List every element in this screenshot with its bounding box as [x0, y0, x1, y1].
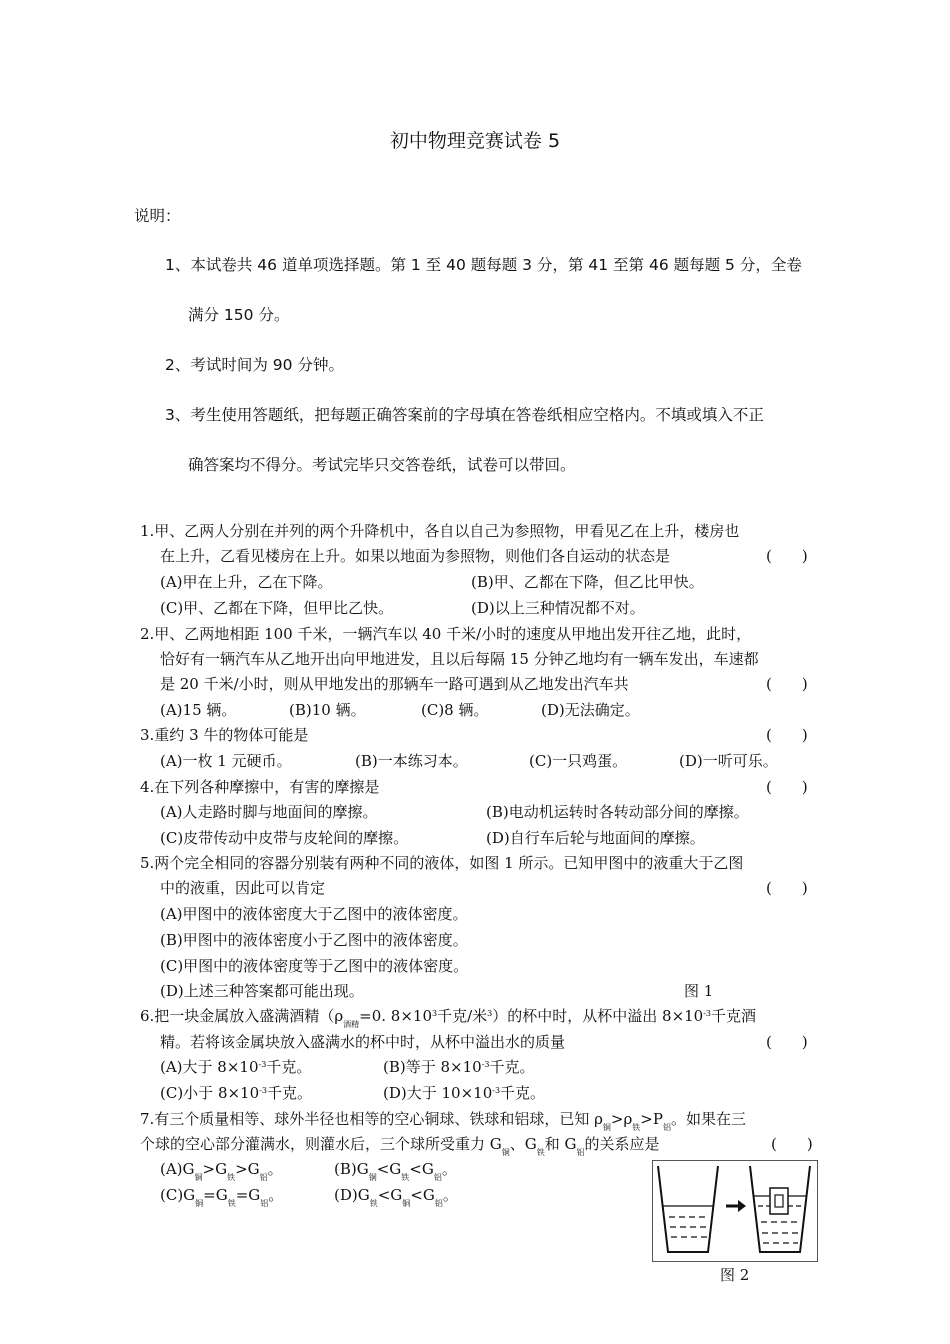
answer-blank-1: ( ) [766, 547, 808, 565]
question-6-option-a: (A)大于 $8\times 10^{-3}$千克。 [160, 1058, 312, 1076]
instruction-item-3-cont: 确答案均不得分。考试完毕只交答卷纸，试卷可以带回。 [188, 456, 576, 474]
figure-2-label: 图 2 [720, 1266, 750, 1284]
answer-blank-5: ( ) [766, 879, 808, 897]
question-3-option-b: (B)一本练习本。 [355, 752, 468, 770]
question-6-option-b: (B)等于 $8\times 10^{-3}$千克。 [383, 1058, 535, 1076]
question-7-option-a: $(A)G_铜>G_铁>G_铝$。 [160, 1160, 283, 1182]
answer-blank-7: ( ) [771, 1135, 813, 1153]
question-5-line-2: 中的液重，因此可以肯定 [160, 879, 326, 897]
question-3-option-a: (A)一枚 1 元硬币。 [160, 752, 292, 770]
cup-before [658, 1166, 718, 1252]
page-title: 初中物理竞赛试卷 5 [389, 130, 561, 152]
question-7-line-2: 个球的空心部分灌满水，则灌水后，三个球所受重力 $G_铜$、$G_铁$和 $G_铝$的关系应是 [140, 1135, 660, 1157]
instruction-item-2: 2、考试时间为 90 分钟。 [165, 356, 344, 374]
question-1-line-2: 在上升，乙看见楼房在上升。如果以地面为参照物，则他们各自运动的状态是 [160, 547, 671, 565]
question-2-option-b: (B)10 辆。 [289, 701, 366, 719]
question-1-option-a: (A)甲在上升，乙在下降。 [160, 573, 333, 591]
question-2-option-c: (C)8 辆。 [421, 701, 489, 719]
question-2-option-a: (A)15 辆。 [160, 701, 237, 719]
question-2-option-d: (D)无法确定。 [541, 701, 640, 719]
question-1-line-1: 1.甲、乙两人分别在并列的两个升降机中，各自以自己为参照物，甲看见乙在上升，楼房也 [140, 522, 740, 540]
question-3-option-c: (C)一只鸡蛋。 [529, 752, 628, 770]
question-7-option-c: $(C)G_铜=G_铁=G_铝$。 [160, 1186, 284, 1208]
question-6-option-c: (C)小于 $8\times 10^{-3}$千克。 [160, 1084, 312, 1102]
question-1-option-b: (B)甲、乙都在下降，但乙比甲快。 [471, 573, 704, 591]
answer-blank-2: ( ) [766, 675, 808, 693]
question-6-line-2: 精。若将该金属块放入盛满水的杯中时，从杯中溢出水的质量 [160, 1033, 566, 1051]
question-6-option-d: (D)大于 $10\times 10^{-3}$千克。 [383, 1084, 546, 1102]
question-4-line-1: 4.在下列各种摩擦中，有害的摩擦是 [140, 778, 380, 796]
question-2-line-2: 恰好有一辆汽车从乙地开出向甲地进发，且以后每隔 15 分钟乙地均有一辆车发出，车速都 [160, 650, 759, 668]
question-5-option-b: (B)甲图中的液体密度小于乙图中的液体密度。 [160, 931, 468, 949]
question-2-line-3: 是 20 千米/小时，则从甲地发出的那辆车一路可遇到从乙地发出汽车共 [160, 675, 629, 693]
question-7-option-b: $(B)G_铜<G_铁<G_铝$。 [334, 1160, 457, 1182]
instruction-item-3: 3、考生使用答题纸，把每题正确答案前的字母填在答卷纸相应空格内。不填或填入不正 [165, 406, 764, 424]
question-5-option-a: (A)甲图中的液体密度大于乙图中的液体密度。 [160, 905, 468, 923]
question-4-option-b: (B)电动机运转时各转动部分间的摩擦。 [486, 803, 749, 821]
cup-after [750, 1166, 810, 1252]
question-7-line-1: 7.有三个质量相等、球外半径也相等的空心铜球、铁球和铝球，已知 $\rho_铜>\rho_铁>P_铝$。如果在三 [140, 1110, 746, 1132]
arrow-icon [726, 1200, 746, 1212]
question-4-option-d: (D)自行车后轮与地面间的摩擦。 [486, 829, 705, 847]
question-6-line-1: 6.把一块金属放入盛满酒精（$\rho_{酒精}=0$. $8\times 10^3$千克/米$^3$）的杯中时，从杯中溢出 $8\times 10^{-3}$千克酒 [140, 1007, 757, 1029]
question-3-option-d: (D)一听可乐。 [679, 752, 778, 770]
instruction-item-1: 1、本试卷共 46 道单项选择题。第 1 至 40 题每题 3 分，第 41 至第 46 题每题 5 分，全卷 [165, 256, 802, 274]
question-4-option-a: (A)人走路时脚与地面间的摩擦。 [160, 803, 378, 821]
answer-blank-3: ( ) [766, 726, 808, 744]
answer-blank-6: ( ) [766, 1033, 808, 1051]
instructions-heading: 说明： [134, 207, 181, 225]
question-1-option-d: (D)以上三种情况都不对。 [471, 599, 645, 617]
question-5-option-c: (C)甲图中的液体密度等于乙图中的液体密度。 [160, 957, 469, 975]
answer-blank-4: ( ) [766, 778, 808, 796]
figure-1-label: 图 1 [684, 982, 714, 1000]
question-5-line-1: 5.两个完全相同的容器分别装有两种不同的液体，如图 1 所示。已知甲图中的液重大于乙图 [140, 854, 744, 872]
question-1-option-c: (C)甲、乙都在下降，但甲比乙快。 [160, 599, 394, 617]
question-4-option-c: (C)皮带传动中皮带与皮轮间的摩擦。 [160, 829, 409, 847]
question-2-line-1: 2.甲、乙两地相距 100 千米，一辆汽车以 40 千米/小时的速度从甲地出发开往乙地，此时， [140, 625, 752, 643]
instruction-item-1-cont: 满分 150 分。 [188, 306, 290, 324]
question-3-line-1: 3.重约 3 牛的物体可能是 [140, 726, 309, 744]
question-7-option-d: $(D)G_铁<G_铜<G_铝$。 [334, 1186, 458, 1208]
question-5-option-d: (D)上述三种答案都可能出现。 [160, 982, 364, 1000]
figure-2-illustration [652, 1160, 818, 1262]
